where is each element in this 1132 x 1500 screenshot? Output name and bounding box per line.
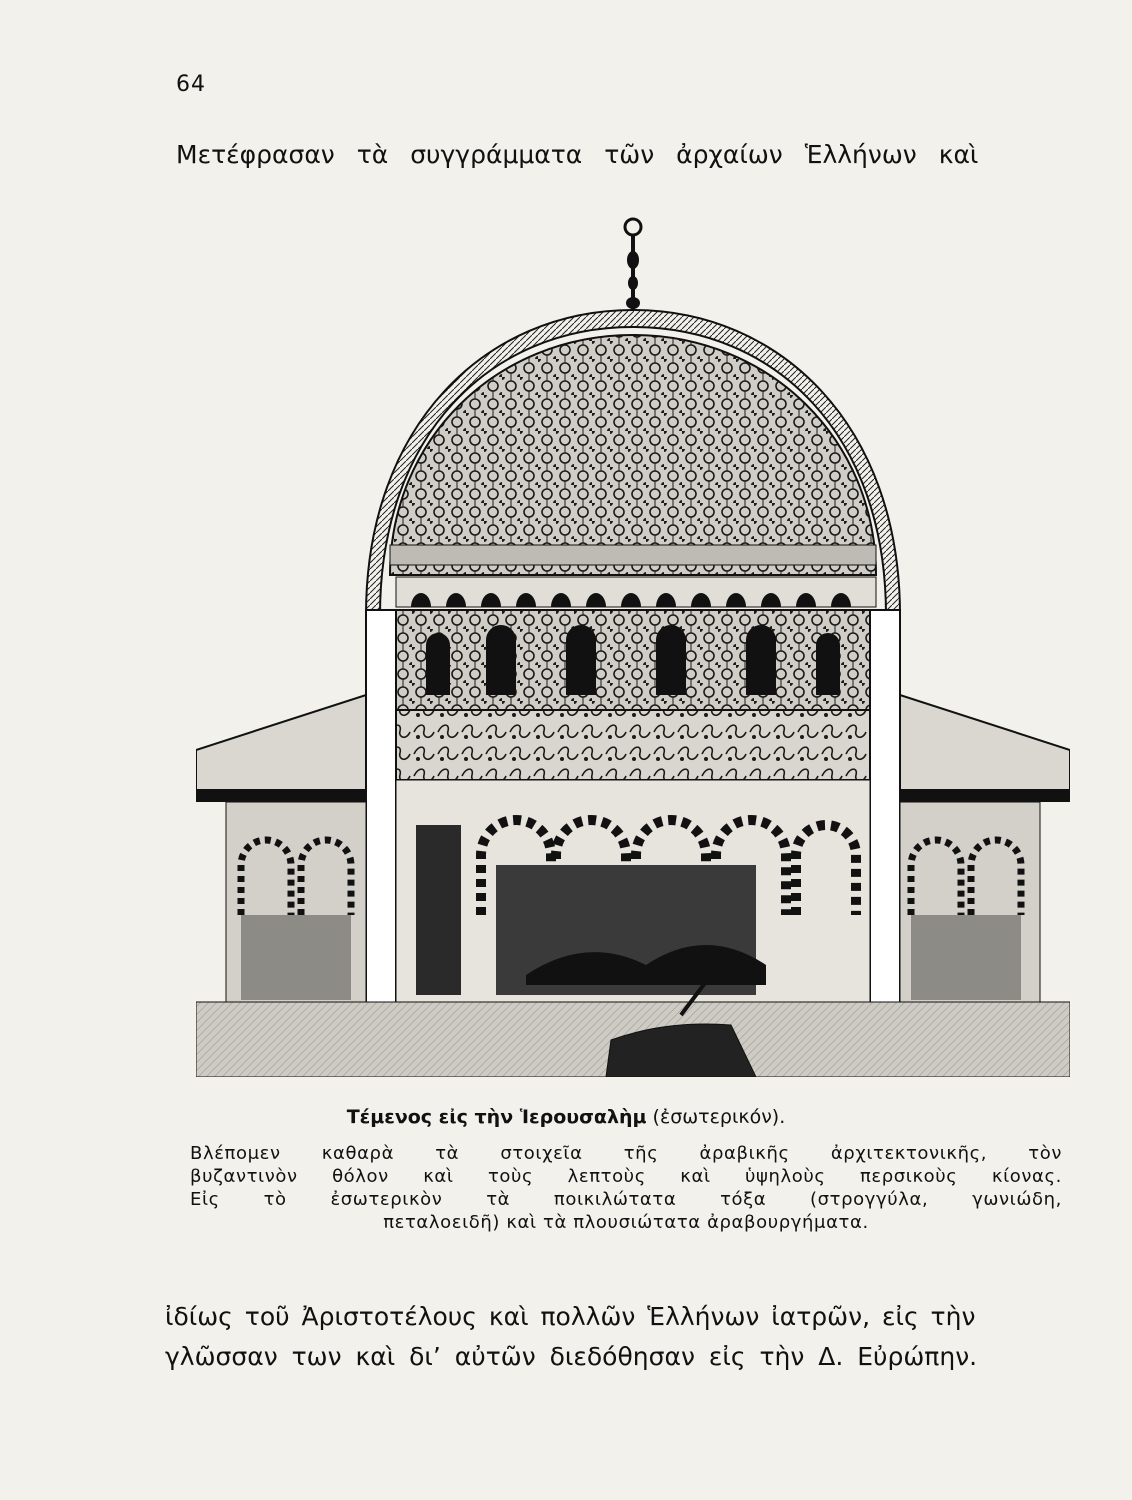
right-roof — [900, 695, 1070, 790]
dome-illustration — [196, 215, 1070, 1077]
page-number: 64 — [176, 72, 206, 97]
body-text-line: γλῶσσαν των καὶ δι’ αὐτῶν διεδόθησαν εἰς τὴν Δ. Εὐρώπην. — [165, 1342, 978, 1371]
caption-line: πεταλοειδῆ) καὶ τὰ πλουσιώτατα ἀραβουργήματα. — [383, 1212, 869, 1233]
caption-line: Βλέπομεν καθαρὰ τὰ στοιχεῖα τῆς ἀραβικῆς ἀρχιτεκτονικῆς, τὸν — [190, 1143, 1062, 1164]
caption-line: βυζαντινὸν θόλον καὶ τοὺς λεπτοὺς καὶ ὑψηλοὺς περσικοὺς κίονας. — [190, 1166, 1062, 1187]
drum-arcade — [396, 577, 876, 607]
figure-caption-description — [190, 1142, 1062, 1234]
body-text-line: ἰδίως τοῦ Ἀριστοτέλους καὶ πολλῶν Ἑλλήνων ἰατρῶν, εἰς τὴν — [165, 1302, 976, 1331]
drum-window-band — [396, 610, 870, 710]
left-roof — [196, 695, 366, 790]
drum-scroll-band — [396, 710, 870, 780]
body-text-top: Μετέφρασαν τὰ συγγράμματα τῶν ἀρχαίων Ἑλλήνων καὶ — [176, 140, 979, 169]
caption-title-main: Τέμενος εἰς τὴν Ἱερουσαλὴμ — [346, 1106, 647, 1128]
finial — [625, 219, 641, 310]
dome-interior — [390, 335, 876, 575]
figure-caption-title — [0, 1106, 1132, 1128]
caption-title-suffix: (ἐσωτερικόν). — [646, 1106, 786, 1128]
caption-line: Εἰς τὸ ἐσωτερικὸν τὰ ποικιλώτατα τόξα (στρογγύλα, γωνιώδη, — [190, 1189, 1062, 1210]
